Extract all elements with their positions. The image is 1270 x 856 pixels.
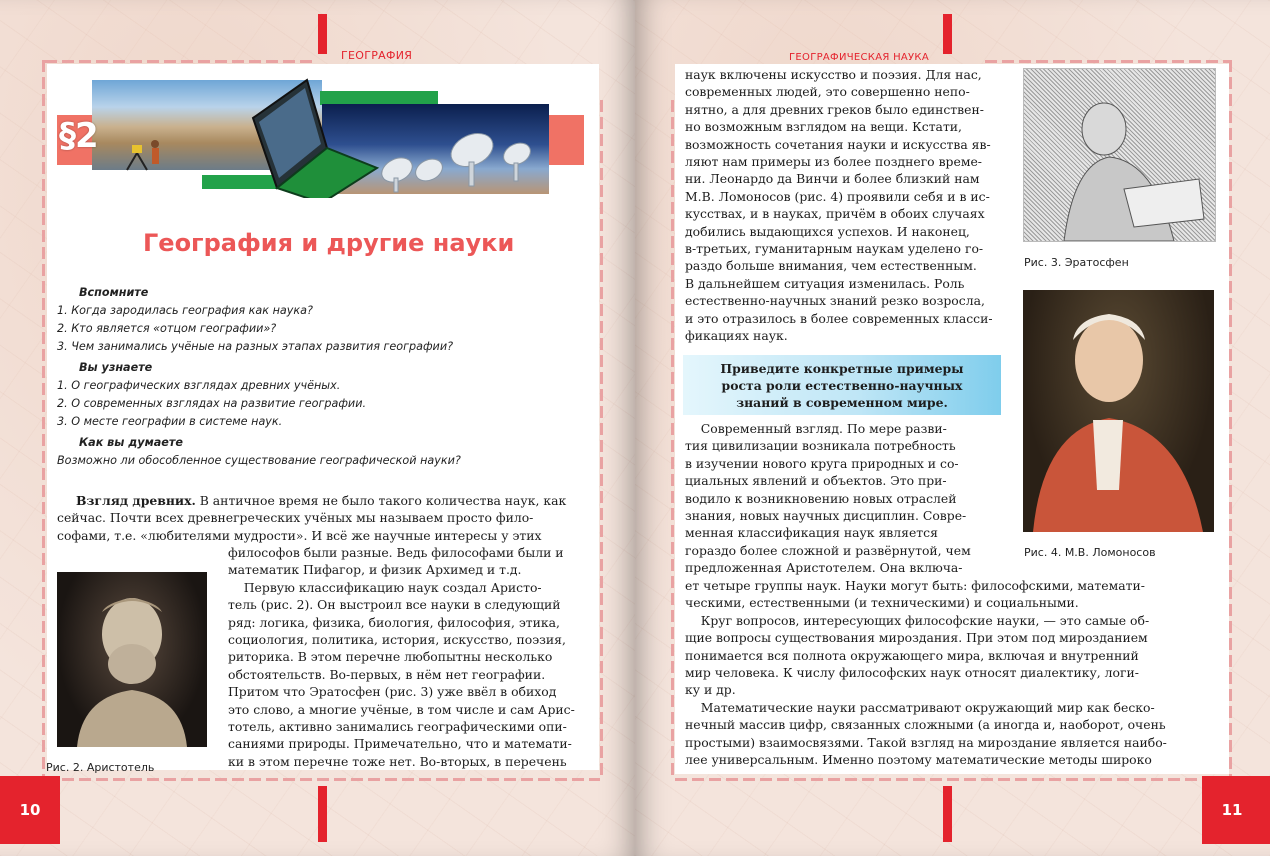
learn-item: 3. О месте географии в системе наук. (57, 415, 283, 428)
collage-art (57, 78, 592, 198)
tripod-surveyor-icon (127, 140, 159, 170)
right-bottom-red-bar (943, 786, 952, 842)
body-line: добились выдающихся успехов. И наконец, (685, 223, 970, 239)
body-line: современных людей, это совершенно непо- (685, 84, 970, 100)
body-line: нятно, а для древних греков было единствен- (685, 101, 984, 117)
body-line: водило к возникновению новых отраслей (685, 490, 957, 506)
body-line: ляют нам примеры из более позднего време- (685, 154, 982, 170)
learn-heading: Вы узнаете (79, 361, 153, 374)
section-badge (59, 116, 119, 164)
laptop-icon (253, 80, 377, 198)
body-line: простыми) взаимосвязями. Такой взгляд на мироздание является наибо- (685, 734, 1167, 750)
left-top-dashed-border (45, 60, 315, 63)
remember-heading: Вспомните (79, 286, 149, 299)
col-top (685, 66, 1007, 345)
page-title: География и другие науки (143, 229, 515, 257)
task-box (683, 355, 1001, 415)
body-line: наук включены искусство и поэзия. Для нас, (685, 67, 982, 82)
eratosthenes-engraving (1023, 68, 1216, 242)
body-line: понимается вся полнота окружающего мира, включая и внутренний (685, 647, 1139, 663)
col-mid (685, 420, 1007, 577)
body-line: математик Пифагор, и физик Архимед и т.д. (228, 562, 522, 578)
body-line: Притом что Эратосфен (рис. 3) уже ввёл в обиход (228, 684, 557, 700)
body-line: фикациях наук. (685, 328, 788, 344)
body-line: это слово, а многие учёные, в том числе и сам Арис- (228, 701, 575, 717)
body-line: тель (рис. 2). Он выстроил все науки в следующий (228, 597, 561, 613)
body-line: софами, т.е. «любителями мудрости». И всё же научные интересы у этих (57, 527, 542, 543)
body-line: В дальнейшем ситуация изменилась. Роль (685, 275, 965, 291)
body-line: тотель, активно занимались географическими опи- (228, 719, 567, 735)
right-running-header: ГЕОГРАФИЧЕСКАЯ НАУКА (789, 52, 929, 63)
figure-caption-eratosthenes: Рис. 3. Эратосфен (1024, 256, 1129, 269)
body-line: мир человека. К числу философских наук относят диалектику, логи- (685, 665, 1139, 681)
body-line: философов были разные. Ведь философами были и (228, 545, 564, 560)
scholar-engraving-icon (1024, 69, 1215, 241)
learn-item: 2. О современных взглядах на развитие географии. (57, 397, 367, 410)
task-line: роста роли естественно-научных (721, 378, 963, 393)
body-line: в изучении нового круга природных и со- (685, 455, 959, 471)
left-top-red-bar (318, 14, 327, 54)
body-line: риторика. В этом перечне любопытны несколько (228, 649, 553, 665)
left-side-dashed-border (42, 60, 45, 780)
right-side-dashed-border (1229, 60, 1232, 780)
body-line: тия цивилизации возникала потребность (685, 438, 956, 454)
body-line: Первую классификацию наук создал Аристо- (228, 579, 542, 595)
body-line: и это отразилось в более современных класси- (685, 310, 993, 326)
body-line: социология, политика, история, искусство, поэзия, (228, 632, 566, 648)
think-heading: Как вы думаете (79, 436, 183, 449)
body-line: М.В. Ломоносов (рис. 4) проявили себя и в ис- (685, 188, 990, 204)
right-bottom-dashed-border (675, 778, 1230, 781)
body-line: обстоятельств. Во-первых, в нём нет географии. (228, 666, 546, 682)
body-line: циальных явлений и объектов. Это при- (685, 473, 947, 489)
remember-item: 2. Кто является «отцом географии»? (57, 322, 277, 335)
right-top-dashed-border (985, 60, 1230, 63)
paragraph-lead: Взгляд древних. (76, 493, 196, 508)
body-line: кусствах, и в науках, причём в обоих случаях (685, 206, 985, 222)
body-line: Математические науки рассматривают окружающий мир как беско- (685, 699, 1155, 715)
figure-caption-aristotle: Рис. 2. Аристотель (46, 761, 155, 774)
body-line: щие вопросы существования мироздания. При этом под мирозданием (685, 630, 1148, 646)
body-line: предложенная Аристотелем. Она включа- (685, 560, 963, 576)
remember-item: 3. Чем занимались учёные на разных этапах развития географии? (57, 340, 454, 353)
body-line: ряд: логика, физика, биология, философия, этика, (228, 614, 560, 630)
body-line: менная классификация наук является (685, 525, 938, 541)
left-bottom-red-bar (318, 786, 327, 842)
task-line: Приведите конкретные примеры (720, 361, 964, 376)
task-line: знаний в современном мире. (736, 395, 948, 410)
body-line: гораздо более сложной и развёрнутой, чем (685, 542, 971, 558)
body-line: в-третьих, гуманитарным наукам уделено го- (685, 241, 984, 257)
left-gutter-dashed-border (600, 100, 603, 780)
radio-dish-icons (378, 127, 534, 192)
right-gutter-dashed-border (671, 100, 674, 780)
right-page (635, 0, 1270, 856)
body-line: лее универсальным. Именно поэтому математические методы широко (685, 752, 1152, 768)
body-line: ни. Леонардо да Винчи и более близкий нам (685, 171, 980, 187)
right-page-number: 11 (1221, 801, 1243, 819)
body-line: сейчас. Почти всех древнегреческих учёных мы называем просто фило- (57, 510, 534, 526)
left-bottom-dashed-border (45, 778, 600, 781)
full-width-body (685, 577, 1215, 768)
remember-item: 1. Когда зародилась география как наука? (57, 304, 313, 317)
section-collage (57, 78, 592, 198)
left-running-header: ГЕОГРАФИЯ (341, 49, 413, 62)
body-line: ки в этом перечне тоже нет. Во-вторых, в перечень (228, 753, 567, 769)
body-top (57, 492, 592, 544)
body-line: но возможным взглядом на вещи. Кстати, (685, 119, 962, 135)
body-line: ческими, естественными (и техническими) и социальными. (685, 595, 1079, 611)
figure-caption-lomonosov: Рис. 4. М.В. Ломоносов (1024, 546, 1156, 559)
body-line: саниями природы. Примечательно, что и математи- (228, 736, 572, 752)
right-top-red-bar (943, 14, 952, 54)
aristotle-portrait (57, 572, 207, 747)
body-line: Взгляд древних. В античное время не было такого количества наук, как (76, 493, 567, 508)
body-line: возможность сочетания науки и искусства яв- (685, 136, 991, 152)
body-line: знания, новых научных дисциплин. Совре- (685, 508, 967, 524)
body-line: нечный массив цифр, связанных сложными (а иногда и, наоборот, очень (685, 717, 1166, 733)
body-line: раздо больше внимания, чем естественным. (685, 258, 977, 274)
body-line: Круг вопросов, интересующих философские науки, — это самые об- (685, 612, 1150, 628)
learn-item: 1. О географических взглядах древних учёных. (57, 379, 341, 392)
portrait-icon (1023, 290, 1214, 532)
body-line: ет четыре группы наук. Науки могут быть: философскими, математи- (685, 578, 1145, 593)
lomonosov-portrait (1023, 290, 1214, 532)
body-wrap (228, 544, 588, 770)
body-line: естественно-научных знаний резко возросла, (685, 293, 985, 309)
left-page-number: 10 (19, 801, 41, 819)
section-number: §2 (59, 116, 98, 156)
body-line: ку и др. (685, 682, 736, 698)
think-question: Возможно ли обособленное существование географической науки? (57, 454, 461, 467)
intro-questions (57, 284, 461, 470)
body-line: Современный взгляд. По мере разви- (685, 421, 947, 436)
bust-icon (57, 572, 207, 747)
